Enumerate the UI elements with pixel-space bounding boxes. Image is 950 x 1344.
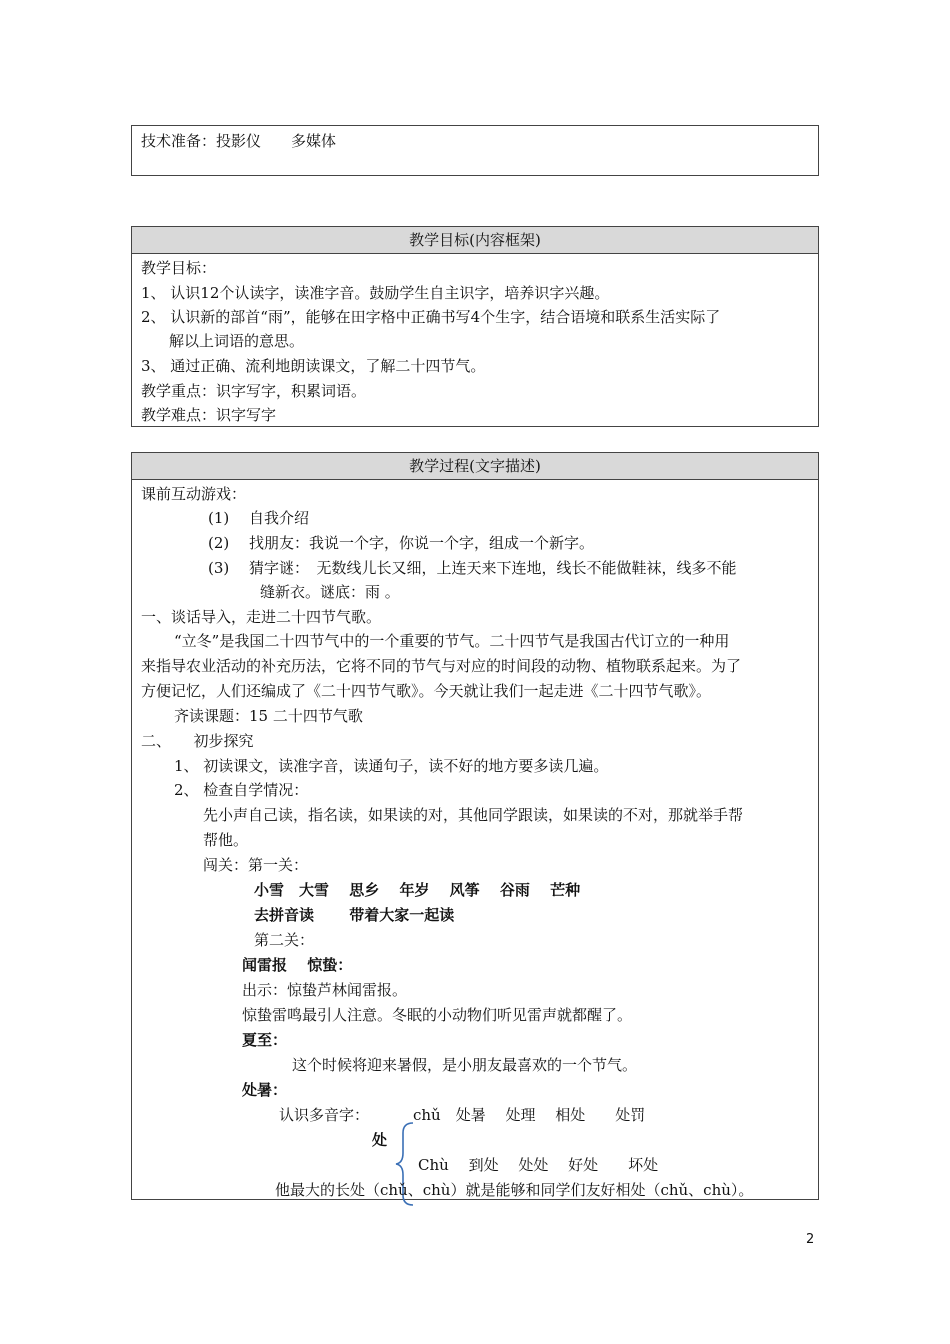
goal-item-3: 3、 通过正确、流利地朗读课文，了解二十四节气。 bbox=[141, 357, 486, 375]
level-2-title: 第二关： bbox=[254, 931, 315, 949]
section-2-title: 二、 初步探究 bbox=[141, 732, 254, 750]
jingzhe-title: 闻雷报 惊蛰： bbox=[242, 956, 353, 974]
game-1: (1) 自我介绍 bbox=[208, 509, 310, 527]
intro-para-2: 来指导农业活动的补充历法，它将不同的节气与对应的时间段的动物、植物联系起来。为了 bbox=[141, 657, 742, 675]
goals-key: 教学重点：识字写字，积累词语。 bbox=[141, 382, 367, 400]
xiazhi-title: 夏至： bbox=[242, 1031, 288, 1049]
goals-box bbox=[131, 226, 819, 427]
goals-difficulty: 教学难点：识字写字 bbox=[141, 406, 277, 424]
polyphone-sentence: 他最大的长处（chǔ、chù）就是能够和同学们友好相处（chǔ、chù）。 bbox=[275, 1181, 754, 1199]
level-1-title: 闯关：第一关： bbox=[203, 856, 309, 874]
page-number: 2 bbox=[806, 1232, 815, 1247]
tech-box bbox=[131, 125, 819, 176]
step-2-desc-cont: 帮他。 bbox=[203, 831, 249, 849]
pre-class-game: 课前互动游戏： bbox=[141, 485, 247, 503]
xiazhi-desc: 这个时候将迎来暑假，是小朋友最喜欢的一个节气。 bbox=[292, 1056, 638, 1074]
step-2: 2、 检查自学情况： bbox=[174, 781, 309, 799]
goals-title: 教学目标： bbox=[141, 259, 217, 277]
polyphone-label: 认识多音字： bbox=[279, 1106, 370, 1124]
goal-item-2: 2、 认识新的部首“雨”，能够在田字格中正确书写4个生字，结合语境和联系生活实际了 bbox=[141, 308, 721, 326]
polyphone-chu4: Chù 到处 处处 好处 坏处 bbox=[418, 1156, 659, 1174]
game-3-cont: 缝新衣。谜底：雨 。 bbox=[260, 583, 400, 601]
goal-item-1: 1、 认识12个认读字，读准字音。鼓励学生自主识字，培养识字兴趣。 bbox=[141, 284, 610, 302]
level-1-words: 小雪 大雪 思乡 年岁 风筝 谷雨 芒种 bbox=[254, 881, 581, 899]
step-2-desc: 先小声自己读，指名读，如果读的对，其他同学跟读，如果读的不对，那就举手帮 bbox=[203, 806, 744, 824]
goal-item-2-cont: 解以上词语的意思。 bbox=[169, 332, 305, 350]
chushu-title: 处暑： bbox=[242, 1081, 288, 1099]
polyphone-chu3: chǔ 处暑 处理 相处 处罚 bbox=[413, 1106, 646, 1124]
tech-text: 技术准备：投影仪 多媒体 bbox=[141, 132, 337, 150]
level-1-instructions: 去拼音读 带着大家一起读 bbox=[254, 906, 455, 924]
game-3: (3) 猜字谜： 无数线儿长又细，上连天来下连地，线长不能做鞋袜，线多不能 bbox=[208, 559, 737, 577]
step-1: 1、 初读课文，读准字音，读通句子，读不好的地方要多读几遍。 bbox=[174, 757, 609, 775]
section-1-title: 一、谈话导入，走进二十四节气歌。 bbox=[141, 608, 382, 626]
intro-para-1: “立冬”是我国二十四节气中的一个重要的节气。二十四节气是我国古代订立的一种用 bbox=[174, 632, 730, 650]
process-header: 教学过程(文字描述) bbox=[132, 453, 818, 480]
jingzhe-show: 出示：惊蛰芦林闻雷报。 bbox=[242, 981, 408, 999]
polyphone-char: 处 bbox=[372, 1131, 388, 1149]
intro-para-3: 方便记忆，人们还编成了《二十四节气歌》。今天就让我们一起走进《二十四节气歌》。 bbox=[141, 682, 712, 700]
game-2: (2) 找朋友：我说一个字，你说一个字，组成一个新字。 bbox=[208, 534, 595, 552]
read-title: 齐读课题：15 二十四节气歌 bbox=[174, 707, 363, 725]
goals-header: 教学目标(内容框架) bbox=[132, 227, 818, 254]
jingzhe-desc: 惊蛰雷鸣最引人注意。冬眠的小动物们听见雷声就都醒了。 bbox=[242, 1006, 633, 1024]
process-box bbox=[131, 452, 819, 1200]
